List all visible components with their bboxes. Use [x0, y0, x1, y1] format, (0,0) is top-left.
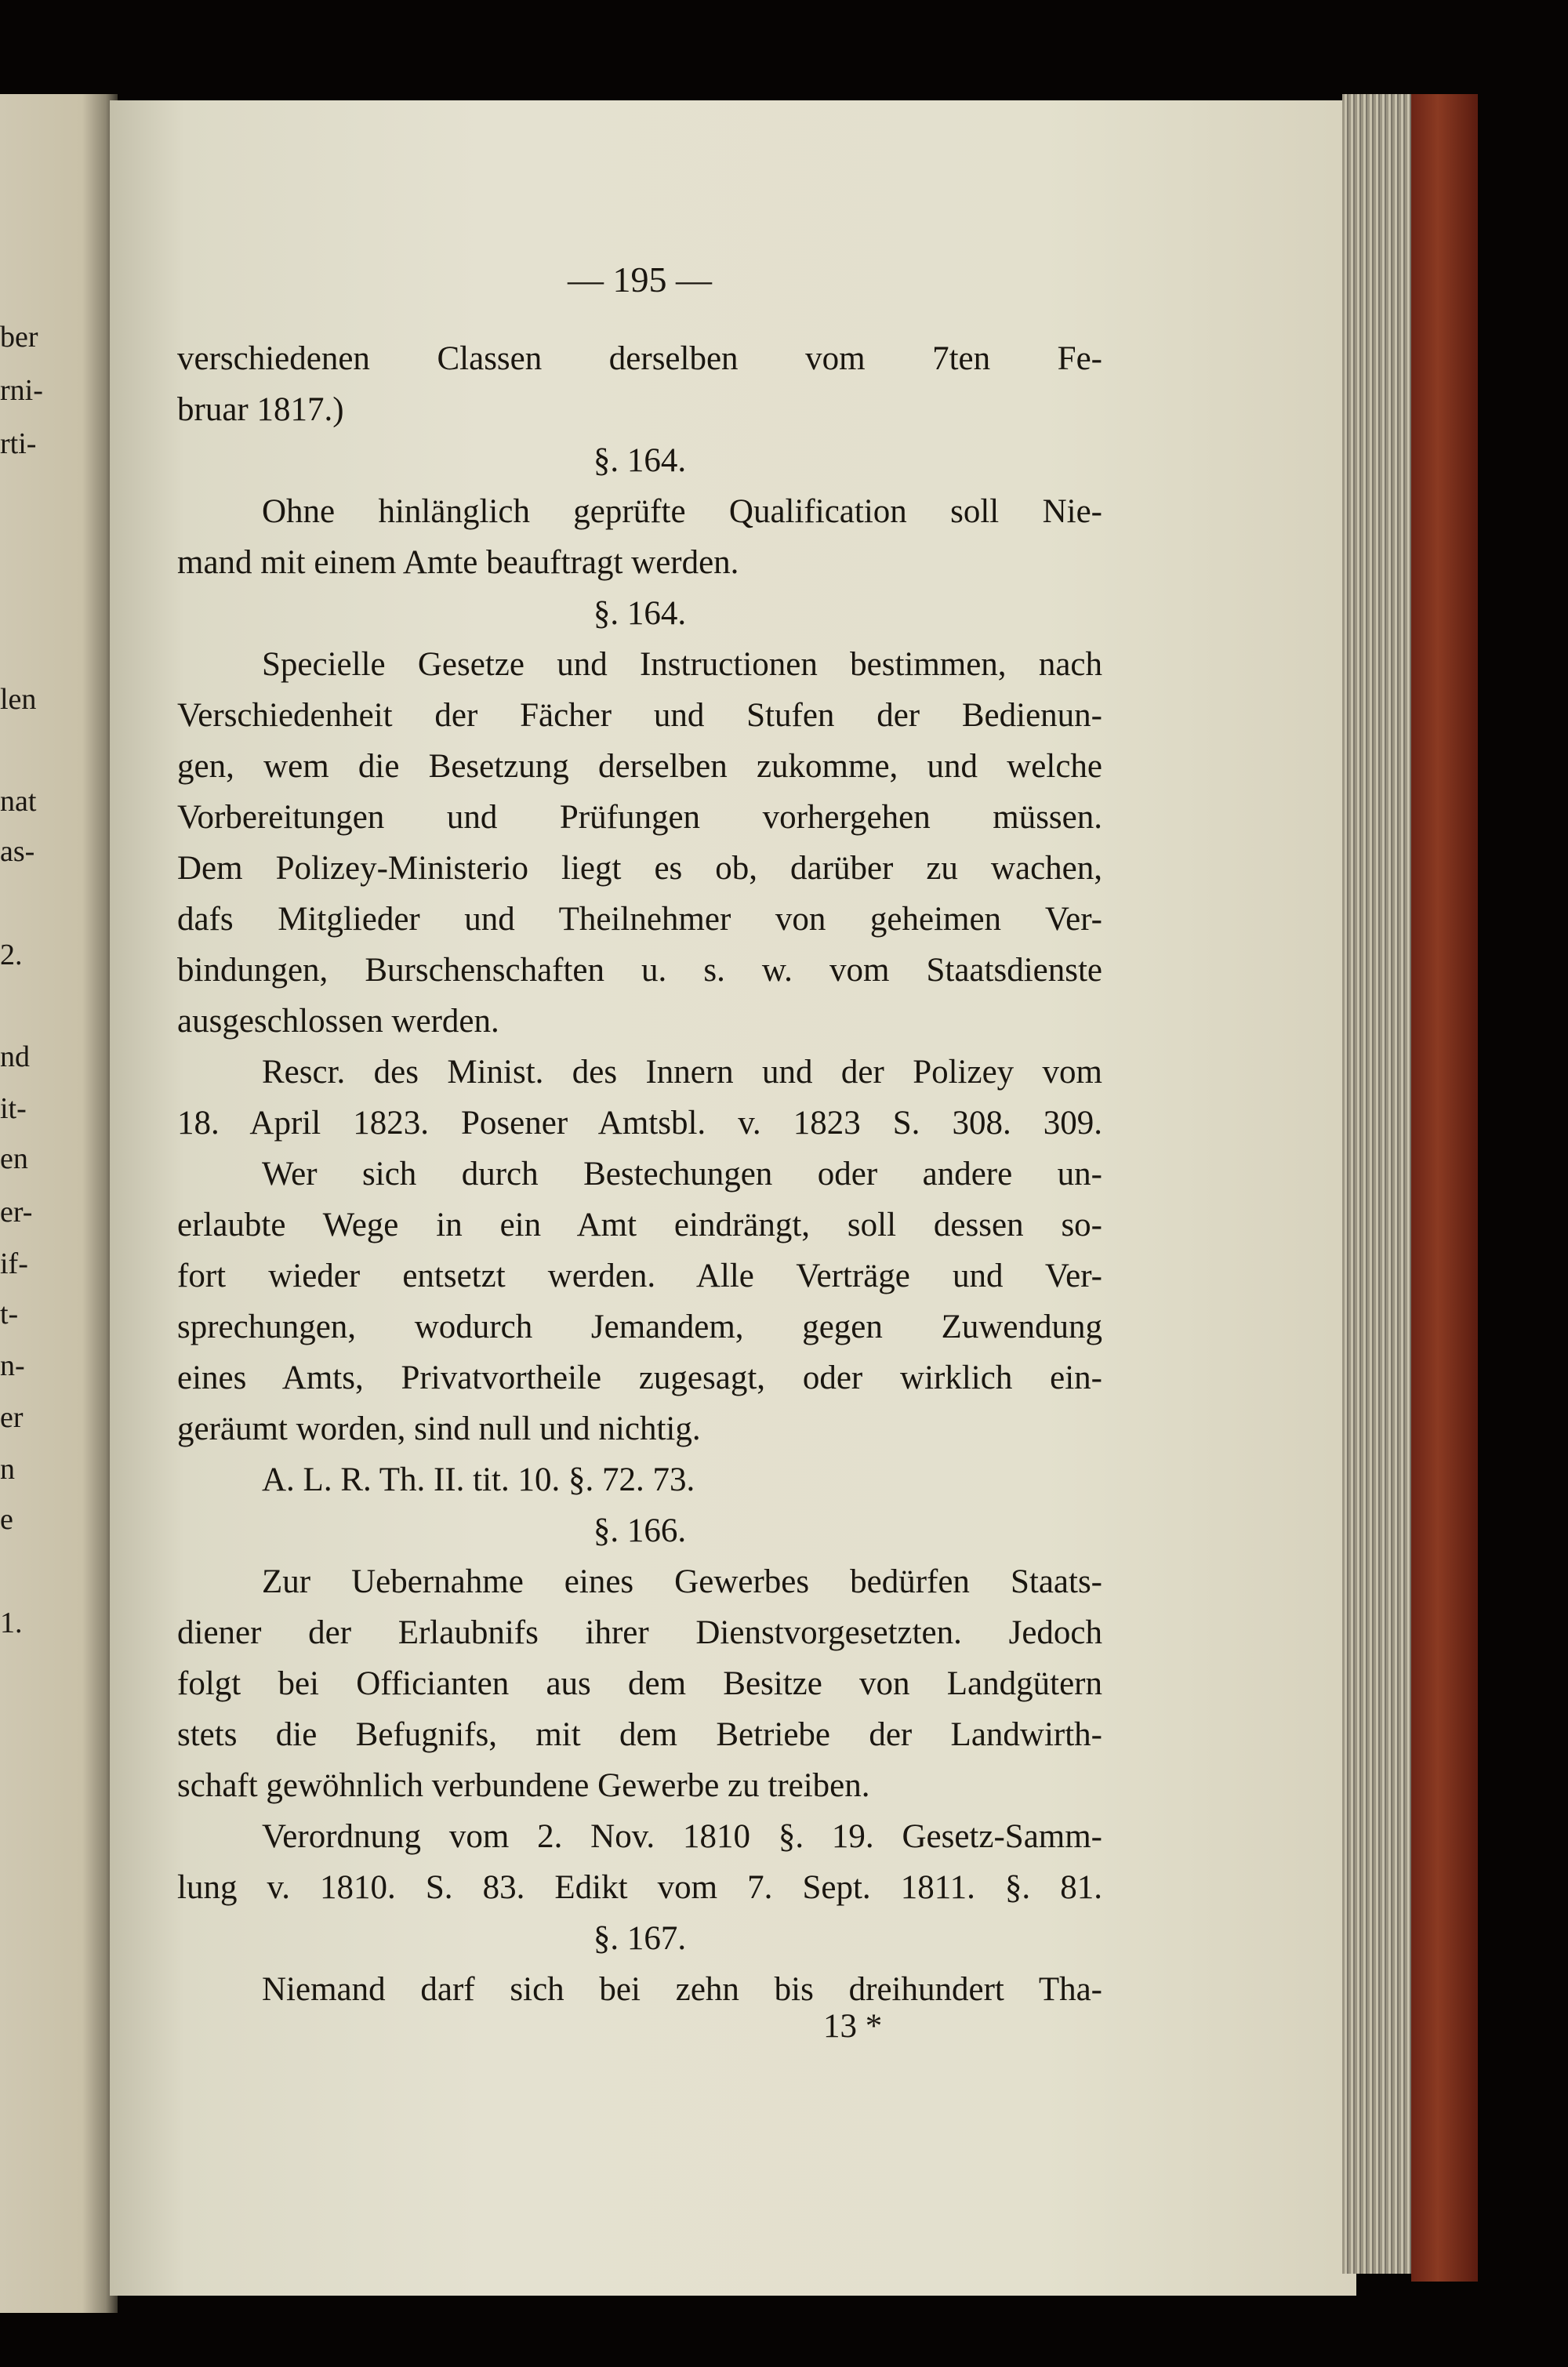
text-line: mand mit einem Amte beauftragt werden. [177, 544, 739, 581]
text-line: bruar 1817.) [177, 391, 344, 428]
body-text [177, 333, 1102, 2015]
text-line: Rescr. des Minist. des Innern und der Polizey vom [262, 1054, 1102, 1091]
fragment: e [0, 1503, 13, 1536]
text-line: ausgeschlossen werden. [177, 1003, 499, 1040]
text-line: verschiedenen Classen derselben vom 7ten Fe- [177, 340, 1102, 377]
text-line: Zur Uebernahme eines Gewerbes bedürfen Staats- [262, 1563, 1102, 1600]
text-line: eines Amts, Privatvortheile zugesagt, oder wirklich ein- [177, 1360, 1102, 1396]
text-line: Vorbereitungen und Prüfungen vorhergehen müssen. [177, 799, 1102, 836]
signature-mark: 13 * [823, 2008, 883, 2045]
fragment: n [0, 1453, 15, 1486]
fragment: 2. [0, 938, 23, 971]
fragment: 1. [0, 1606, 23, 1639]
text-line: geräumt worden, sind null und nichtig. [177, 1410, 701, 1447]
text-line: Niemand darf sich bei zehn bis dreihundert Tha- [262, 1971, 1102, 2008]
text-line: schaft gewöhnlich verbundene Gewerbe zu treiben. [177, 1767, 870, 1804]
fragment: nat [0, 785, 37, 818]
fragment: rni- [0, 374, 43, 407]
fragment: if- [0, 1247, 28, 1280]
text-line: Wer sich durch Bestechungen oder andere un- [262, 1156, 1102, 1193]
text-line: sprechungen, wodurch Jemandem, gegen Zuwendung [177, 1309, 1102, 1345]
text-line: Ohne hinlänglich geprüfte Qualification soll Nie- [262, 493, 1102, 530]
fragment: er- [0, 1196, 33, 1229]
section-heading: §. 166. [593, 1512, 687, 1549]
section-heading: §. 164. [593, 442, 687, 479]
fragment: ber [0, 321, 38, 354]
text-line: A. L. R. Th. II. tit. 10. §. 72. 73. [262, 1461, 695, 1498]
page-edges [1342, 94, 1421, 2274]
text-line: Verordnung vom 2. Nov. 1810 §. 19. Gesetz-Samm- [262, 1818, 1102, 1855]
text-line: dafs Mitglieder und Theilnehmer von geheimen Ver- [177, 901, 1102, 938]
fragment: t- [0, 1298, 19, 1331]
text-line: Specielle Gesetze und Instructionen bestimmen, nach [262, 646, 1102, 683]
text-line: bindungen, Burschenschaften u. s. w. vom Staatsdienste [177, 952, 1102, 989]
fragment: len [0, 683, 37, 716]
fragment: en [0, 1142, 28, 1175]
fragment: nd [0, 1040, 30, 1073]
text-line: fort wieder entsetzt werden. Alle Verträge und Ver- [177, 1258, 1102, 1294]
text-line: gen, wem die Besetzung derselben zukomme, und welche [177, 748, 1102, 785]
text-line: diener der Erlaubnifs ihrer Dienstvorgesetzten. Jedoch [177, 1614, 1102, 1651]
fragment: as- [0, 835, 35, 868]
page-number-header: — 195 — [568, 260, 712, 300]
text-line: Dem Polizey-Ministerio liegt es ob, darüber zu wachen, [177, 850, 1102, 887]
section-heading: §. 167. [593, 1920, 687, 1957]
text-line: stets die Befugnifs, mit dem Betriebe der Landwirth- [177, 1716, 1102, 1753]
section-heading: §. 164. [593, 595, 687, 632]
fragment: rti- [0, 427, 37, 460]
fragment: er [0, 1401, 24, 1434]
fragment: n- [0, 1349, 25, 1382]
book-cover [1411, 94, 1478, 2282]
text-line: Verschiedenheit der Fächer und Stufen der Bedienun- [177, 697, 1102, 734]
text-line: lung v. 1810. S. 83. Edikt vom 7. Sept. 1811. §. 81. [177, 1869, 1102, 1906]
text-line: 18. April 1823. Posener Amtsbl. v. 1823 S. 308. 309. [177, 1105, 1102, 1142]
fragment: it- [0, 1092, 27, 1125]
text-line: erlaubte Wege in ein Amt eindrängt, soll dessen so- [177, 1207, 1102, 1243]
text-line: folgt bei Officianten aus dem Besitze von Landgütern [177, 1665, 1102, 1702]
